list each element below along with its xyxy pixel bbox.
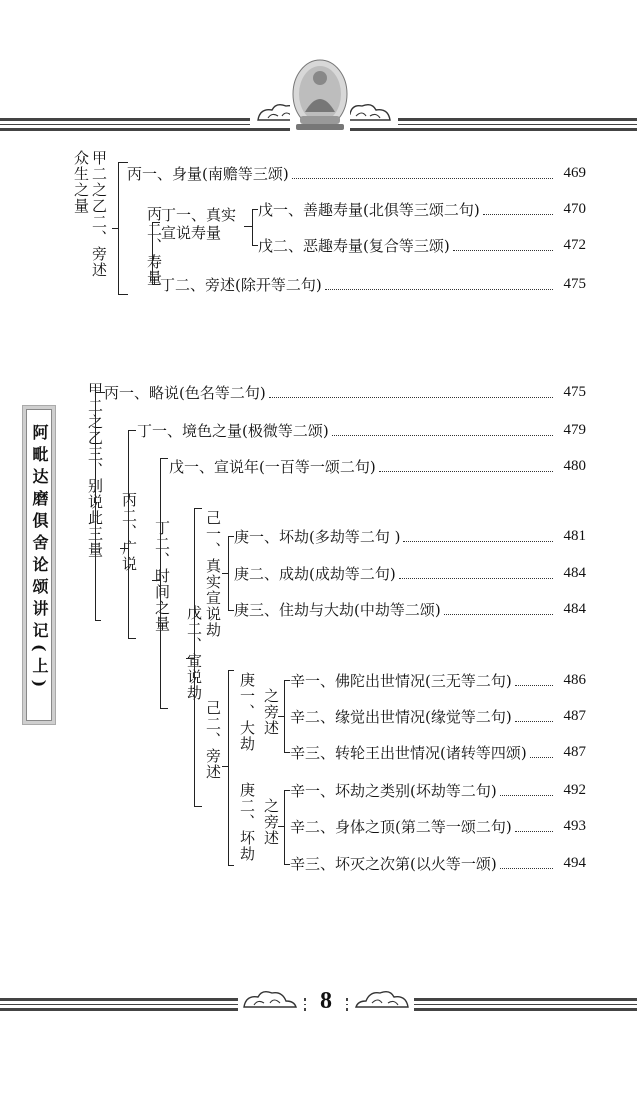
section2-ding2: 丁二、时间之量 <box>153 520 171 632</box>
section2-zhipangshu-1: 之旁述 <box>262 688 280 736</box>
page-number: 8 <box>320 988 332 1014</box>
toc-entry[interactable]: 戊一、宣说年(一百等一颂二句) 480 <box>169 457 586 476</box>
toc-entry[interactable]: 辛三、转轮王出世情况(诸转等四颂) 487 <box>290 743 586 762</box>
toc-entry[interactable]: 丙一、略说(色名等二句) 475 <box>104 383 586 402</box>
section2-geng1: 庚一、大劫 <box>238 672 256 752</box>
section1-ding1-line2: 宣说寿量 <box>161 224 222 242</box>
toc-entry[interactable]: 戊二、恶趣寿量(复合等三颂) 472 <box>258 236 586 255</box>
cloud-left-icon <box>238 985 304 1015</box>
toc-entry[interactable]: 辛二、缘觉出世情况(缘觉等二句) 487 <box>290 707 586 726</box>
cloud-right-icon <box>348 985 414 1015</box>
section2-geng2: 庚二、坏劫 <box>238 782 256 862</box>
section2-wu2: 戊二、宣说劫 <box>185 605 203 701</box>
toc-entry[interactable]: 丙一、身量(南赡等三颂) 469 <box>127 164 586 183</box>
toc-entry[interactable]: 辛三、坏灭之次第(以火等一颂) 494 <box>290 854 586 873</box>
section2-ji1: 己一、真实宣说劫 <box>204 510 222 638</box>
toc-entry[interactable]: 辛二、身体之顶(第二等一颂二句) 493 <box>290 817 586 836</box>
toc-entry[interactable]: 辛一、坏劫之类别(坏劫等二句) 492 <box>290 781 586 800</box>
section2-root: 甲二之乙三、别说此三量 <box>86 382 104 558</box>
toc-entry[interactable]: 丁二、旁述(除开等二句) 475 <box>160 275 586 294</box>
toc-entry[interactable]: 庚一、坏劫(多劫等二句 ) 481 <box>234 527 586 546</box>
section1-bing2: 丙二、寿量 <box>145 206 163 286</box>
section1-ding1-line1: 丁一、真实 <box>161 206 237 224</box>
toc-entry[interactable]: 丁一、境色之量(极微等二颂) 479 <box>137 421 586 440</box>
toc-entry[interactable]: 戊一、善趣寿量(北俱等三颂二句) 470 <box>258 200 586 219</box>
section2-bing2: 丙二、广说 <box>120 492 138 572</box>
side-title: 阿毗达磨俱舍论颂讲记(上) <box>30 424 49 694</box>
buddha-icon <box>290 56 350 134</box>
toc-entry[interactable]: 辛一、佛陀出世情况(三无等二句) 486 <box>290 671 586 690</box>
toc-entry[interactable]: 庚二、成劫(成劫等二句) 484 <box>234 564 586 583</box>
section2-ji2: 己二、旁述 <box>204 700 222 780</box>
side-title-box <box>22 405 56 725</box>
section2-zhipangshu-2: 之旁述 <box>262 798 280 846</box>
toc-entry[interactable]: 庚三、住劫与大劫(中劫等二颂) 484 <box>234 600 586 619</box>
section1-root: 甲二之乙二、旁述众生之量 <box>72 150 108 278</box>
